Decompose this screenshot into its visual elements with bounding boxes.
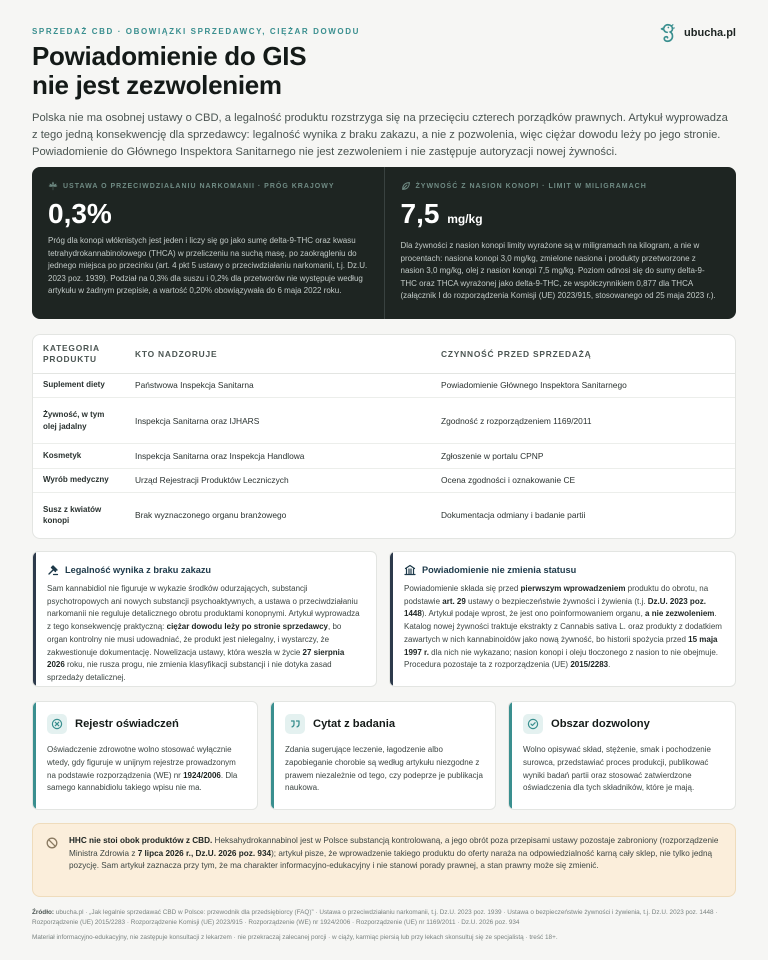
cannabis-leaf-icon (48, 181, 58, 191)
supervisor-cell: Inspekcja Sanitarna oraz IJHARS (125, 397, 431, 444)
legal-card-no-ban (32, 551, 377, 687)
brand-logo[interactable] (656, 22, 736, 44)
icon-box (47, 714, 67, 734)
table-row (33, 373, 735, 397)
stat-label: ŻYWNOŚĆ Z NASION KONOPI · LIMIT W MILIGRAMACH (401, 181, 721, 191)
stat-value: 7,5 mg/kg (400, 198, 483, 229)
supervisor-cell: Państwowa Inspekcja Sanitarna (125, 373, 431, 397)
sources-text: ubucha.pl · „Jak legalnie sprzedawać CBD w Polsce: przewodnik dla przedsiębiorcy (FAQ)” · Ustawa o przeciwdziałaniu narkomanii, t.j. Dz.U. 2023 poz. 1939 · Ustawa o bezpieczeństwie żywności i żywienia, t.j. Dz.U. 2023 poz. 1448 · Rozporządzenie (UE) 2015/2283 · Rozporządzenie Komisji (UE) 2023/915 · Rozporządzenie (WE) nr 1924/2006 · Rozporządzenie (UE) nr 1169/2011 · Dz.U. 2026 poz. 934 (32, 909, 718, 926)
lead-paragraph: Polska nie ma osobnej ustawy o CBD, a legalność produktu rozstrzyga się na przecięciu czterech porządków prawnych. Artykuł wyprowadza z tego jedną konsekwencję dla sprzedawcy: legalność wynika z braku zakazu, a nie z pozwolenia, więc ciężar dowodu leży po jego stronie. Powiadomienie do Głównego Inspektora Sanitarnego nie jest zezwoleniem i nie zastępuje autoryzacji nowej żywności. (32, 112, 728, 158)
card-body: Wolno opisywać skład, stężenie, smak i pochodzenie surowca, przedstawiać proces produkcji, publikować wyniki badań partii oraz stosować zatwierdzone oświadczenia dla tych składników, które je mają. (523, 745, 711, 793)
warning-text: HHC nie stoi obok produktów z CBD. Heksahydrokannabinol jest w Polsce substancją kontrolowaną, a jego obrót poza przepisami ustawy pozostaje zabroniony (rozporządzenie Ministra Zdrowia z 7 lipca 2026 r., Dz.U. 2026 poz. 934); artykuł pisze, że wprowadzenie takiego produktu do oferty naraża na odpowiedzialność karną cały sklep, nie tylko jedną pozycję. Sam artykuł zaznacza przy tym, że ma charakter informacyjno-edukacyjny i nie stanowi porady prawnej, a stan prawny może się zmienić. (69, 836, 719, 871)
card-body: Zdania sugerujące leczenie, łagodzenie albo zapobieganie chorobie są według artykułu niezgodne z prawem niezależnie od tego, czy podeprze je publikacja naukowa. (285, 745, 483, 793)
category-cell: Suplement diety (33, 373, 125, 397)
category-cell: Żywność, w tym olej jadalny (33, 397, 125, 444)
icon-box (285, 714, 305, 734)
card-accent-bar (33, 552, 36, 686)
stat-value: 0,3% (48, 198, 112, 229)
supervision-table (32, 334, 736, 539)
disclaimer: Materiał informacyjno-edukacyjny, nie zastępuje konsultacji z lekarzem · nie przekraczaj zalecanej porcji · w ciąży, karmiąc piersią lub przy lekach skonsultuj się ze specjalistą · treść 18+. (32, 934, 558, 941)
card-title: Obszar dozwolony (523, 714, 723, 734)
sources-label: Źródło: (32, 909, 55, 916)
card-accent-bar (509, 702, 512, 809)
title-line-2: nie jest zezwoleniem (32, 70, 282, 100)
seahorse-logo-icon (656, 22, 678, 44)
title-line-1: Powiadomienie do GIS (32, 41, 307, 71)
legal-card-notification (389, 551, 736, 687)
column-header: KATEGORIA PRODUKTU (33, 335, 125, 373)
hhc-warning-box (32, 823, 736, 897)
quote-icon (289, 718, 301, 730)
column-header: CZYNNOŚĆ PRZED SPRZEDAŻĄ (431, 335, 735, 373)
card-study-quote (270, 701, 496, 810)
card-accent-bar (390, 552, 393, 686)
action-cell: Zgłoszenie w portalu CPNP (431, 444, 735, 468)
category-cell: Kosmetyk (33, 444, 125, 468)
card-title: Cytat z badania (285, 714, 483, 734)
table-row (33, 468, 735, 492)
table-row (33, 397, 735, 444)
card-title: Rejestr oświadczeń (47, 714, 245, 734)
action-cell: Zgodność z rozporządzeniem 1169/2011 (431, 397, 735, 444)
stats-panel (32, 167, 736, 319)
supervisor-cell: Brak wyznaczonego organu branżowego (135, 510, 287, 521)
stat-description: Próg dla konopi włóknistych jest jeden i liczy się go jako sumę delta-9-THC oraz kwasu tetrahydrokannabinolowego (THCA) w przeliczeniu na suchą masę, po zaokrągleniu do jednego miejsca po przecinku (art. 4 pkt 5 ustawy o przeciwdziałaniu narkomanii, t.j. Dz.U. 2023 poz. 1939). Podział na 0,3% dla suszu i 0,2% dla przetworów nie występuje według artykułu w żadnym przepisie, a wartość 0,20% obowiązywała do 6 maja 2022 roku. (48, 236, 368, 296)
card-title: Powiadomienie nie zmienia statusu (404, 564, 723, 576)
seed-icon (401, 181, 411, 191)
action-cell: Powiadomienie Głównego Inspektora Sanitarnego (431, 373, 735, 397)
check-circle-icon (527, 718, 539, 730)
card-body: Powiadomienie składa się przed pierwszym wprowadzeniem produktu do obrotu, na podstawie art. 29 ustawy o bezpieczeństwie żywności i żywienia (t.j. Dz.U. 2023 poz. 1448). Artykuł podaje wprost, że jest ono poinformowaniem organu, a nie zezwoleniem. Katalog nowej żywności traktuje ekstrakty z Cannabis sativa L. oraz produkty z dodatkiem zawartych w nich kannabinoidów jako nową żywność, bo historii spożycia przed 15 maja 1997 r. dla nich nie wykazano; nasion konopi i oleju tłoczonego z nasion to nie obejmuje. Procedura pozostaje ta z rozporządzenia (UE) 2015/2283. (404, 584, 722, 670)
supervisor-cell: Urząd Rejestracji Produktów Leczniczych (125, 468, 431, 492)
stat-thc-threshold (32, 167, 384, 319)
stat-label: USTAWA O PRZECIWDZIAŁANIU NARKOMANII · PRÓG KRAJOWY (48, 181, 368, 191)
category-cell: Wyrób medyczny (33, 468, 125, 492)
card-claims-register (32, 701, 258, 810)
logo-text: ubucha.pl (684, 27, 736, 39)
card-body: Sam kannabidiol nie figuruje w wykazie środków odurzających, substancji psychotropowych ani nowych substancji psychoaktywnych, a ustawa o przeciwdziałaniu narkomanii nie reguluje detalicznego obrotu produktami konopnymi. Artykuł wyprowadza z tego konsekwencję praktyczną: ciężar dowodu leży po stronie sprzedawcy, bo organ kontrolny nie musi udowadniać, że produkt jest nielegalny, i wystarczy, że zakwestionuje dokumentację. Nowelizacja ustawy, która weszła w życie 27 sierpnia 2026 roku, nie rusza progu, nie zmienia klasyfikacji substancji i nie dotyka zasad sprzedaży detalicznej. (47, 584, 360, 682)
card-title: Legalność wynika z braku zakazu (47, 564, 364, 576)
gavel-icon (47, 564, 59, 576)
page-title (32, 42, 306, 100)
action-cell: Ocena zgodności i oznakowanie CE (431, 468, 735, 492)
x-circle-icon (51, 718, 63, 730)
stat-description: Dla żywności z nasion konopi limity wyrażone są w miligramach na kilogram, a nie w procentach: nasiona konopi 3,0 mg/kg, zmielone nasiona i produkty przetworzone z nasion 3,0 mg/kg, olej z nasion konopi 7,5 mg/kg. Poziom odnosi się do sumy delta-9-THC oraz THCA wyrażonej jako delta-9-THC, ze współczynnikiem 0,877 dla THCA (załącznik I do rozporządzenia Komisji (UE) 2023/915, stosowanego od 25 maja 2023 r.). (400, 241, 716, 301)
action-cell: Dokumentacja odmiany i badanie partii (441, 510, 586, 521)
card-body: Oświadczenie zdrowotne wolno stosować wyłącznie wtedy, gdy figuruje w unijnym rejestrze prowadzonym na podstawie rozporządzenia (WE) nr 1924/2006. Dla samego kannabidiolu takiego wpisu nie ma. (47, 745, 238, 793)
icon-box (523, 714, 543, 734)
column-header: KTO NADZORUJE (125, 335, 431, 373)
table-row (33, 492, 735, 538)
stat-hemp-seed-limit (384, 167, 737, 319)
table-row (33, 444, 735, 468)
category-cell: Susz z kwiatów konopi (43, 504, 102, 526)
card-accent-bar (33, 702, 36, 809)
card-accent-bar (271, 702, 274, 809)
kicker: SPRZEDAŻ CBD · OBOWIĄZKI SPRZEDAWCY, CIĘŻAR DOWODU (32, 27, 360, 36)
stat-unit: mg/kg (447, 212, 483, 226)
building-icon (404, 564, 416, 576)
card-allowed-area (508, 701, 736, 810)
table-header-row (33, 335, 735, 373)
supervisor-cell: Inspekcja Sanitarna oraz Inspekcja Handlowa (125, 444, 431, 468)
sources-note (32, 908, 736, 928)
prohibited-icon (46, 837, 58, 849)
